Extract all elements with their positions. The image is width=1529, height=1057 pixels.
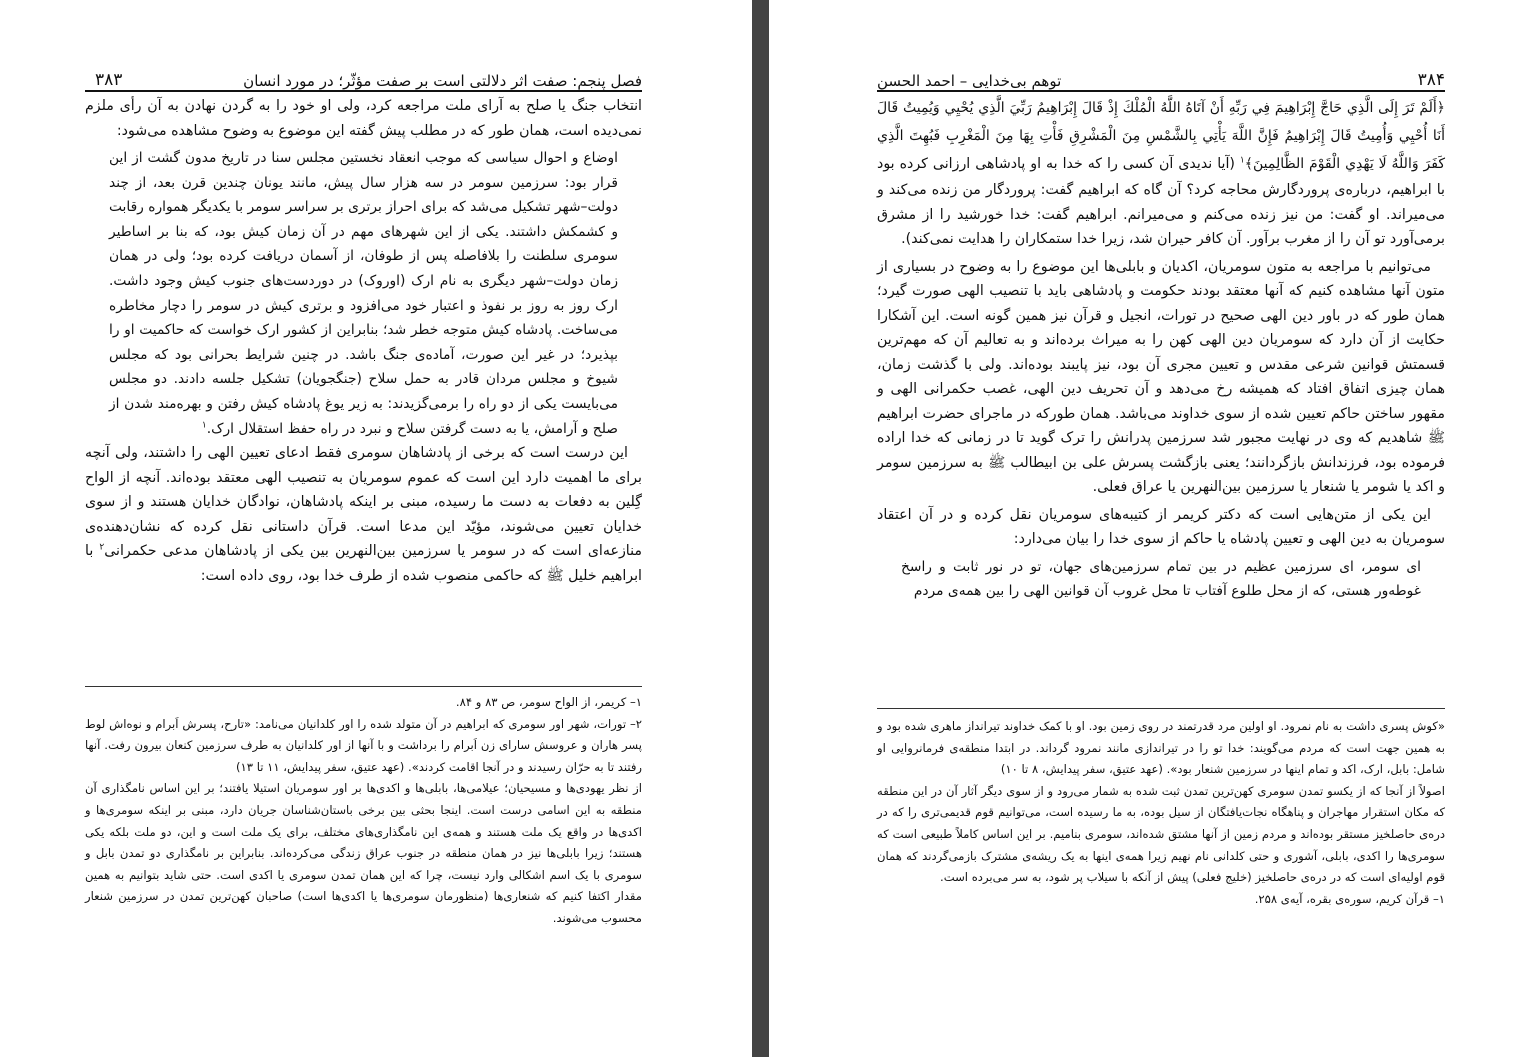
header-rule xyxy=(877,90,1445,92)
page-number: ۳۸۴ xyxy=(1417,70,1445,90)
footnote: اصولاً از آنجا که از یکسو تمدن سومری کهن‌ترین تمدن ثبت شده به شمار می‌رود و از سوی دیگر آثار آن در این منطقه که مکان استقرار مهاجران و پناهگاه نجات‌یافتگان از سیل بوده، به ما رسیده است، می‌توانیم قوم قدیمی‌تری را که در دره‌ی حاصلخیز مستقر بوده‌اند و مردم زمین از آنها مشتق شده‌اند، سومری بنامیم. بر این اساس کاملاً طبیعی است که سومری‌ها را اکدی، بابلی، آشوری و حتی کلدانی نام نهیم زیرا همه‌ی اینها به یک ریشه‌ی مشترک بازمی‌گردند که همان قوم اولیه‌ای است که در دره‌ی حاصلخیز (خلیج فعلی) پیش از آنکه با سیلاب پر شود، به سر می‌برده است. xyxy=(877,783,1445,885)
paragraph xyxy=(85,441,642,588)
footnote: ۲– تورات، شهر اور سومری که ابراهیم در آن متولد شده را اور کلدانیان می‌نامد: «تارح، پسرش اَبرام و نوه‌اش لوط پسر هاران و عروسش سارای زن اَبرام را برداشت و با آنها از اور کلدانیان به طرف سرزمین کنعان بیرون رفت. آنها رفتند تا به حرّان رسیدند و در آنجا اقامت کردند». (عهد عتیق، سفر پیدایش، ۱۱ تا ۱۳) xyxy=(85,716,642,774)
header-rule xyxy=(85,90,642,92)
block-quote xyxy=(109,146,618,441)
footnote: از نظر یهودی‌ها و مسیحیان؛ عیلامی‌ها، بابلی‌ها و اکدی‌ها بر اور سومریان استیلا یافتند؛ بر این اساس نامگذاری آن منطقه به این اسامی درست است. اینجا بحثی بین برخی باستان‌شناسان جریان دارد، مبنی بر اینکه سومری‌ها و اکدی‌ها در واقع یک ملت هستند و همه‌ی این نامگذاری‌های مختلف، برای یک ملت است و این، دو ملت بلکه یکی هستند؛ زیرا بابلی‌ها نیز در همان منطقه در جنوب عراق زندگی می‌کرده‌اند. بنابراین بر نامگذاری دو تمدن بابل و سومری با یک اسم اشکالی وارد نیست، چرا که این همان تمدن سومری یا اکدی است. حتی شاید بتوانیم به همین مقدار اکتفا کنیم که شنعاری‌ها (منظورمان سومری‌ها یا اکدی‌ها است) صاحبان کهن‌ترین تمدن در سرزمین شنعار محسوب می‌شوند. xyxy=(85,781,642,925)
header-title: فصل پنجم: صفت اثر دلالتی است بر صفت مؤثّر؛ در مورد انسان xyxy=(243,72,642,90)
paragraph: انتخاب جنگ یا صلح به آرای ملت مراجعه کرد، ولی او خود را به گردن نهادن به آن رأی ملزم نمی‌دیده است، همان طور که در مطلب پیش گفته این موضوع به وضوح مشاهده می‌شود: xyxy=(85,98,642,139)
verse-translation: (آیا ندیدی آن کسی را که خدا به او پادشاهی ارزانی کرده بود با ابراهیم، درباره‌ی پروردگارش محاجه کرد؟ آن گاه که ابراهیم گفت: پروردگار من زنده می‌کند و می‌میراند. او گفت: من نیز زنده می‌کنم و می‌میرانم. ابراهیم گفت: خدا خورشید را از مشرق برمی‌آورد تو آن را از مغرب برآور. آن کافر حیران شد، زیرا خدا ستمکاران را هدایت نمی‌کند). xyxy=(877,156,1445,247)
quote-text: اوضاع و احوال سیاسی که موجب انعقاد نخستین مجلس سنا در تاریخ مدون گشت از این قرار بود: سرزمین سومر در سه هزار سال پیش، مانند یونان چندین قرن بعد، از چند دولت–شهر تشکیل می‌شد که برای احراز برتری بر سراسر سومر با یکدیگر همواره رقابت و کشمکش داشتند. یکی از این شهرهای مهم در آن زمان کیش بود، که بنا بر اساطیر سومری سلطنت را بلافاصله پس از طوفان، از آسمان دریافت کرده بود؛ ولی در همان زمان دولت–شهر دیگری به نام ارک (اوروک) در دوردست‌های جنوب کیش وجود داشت. ارک روز به روز بر نفوذ و اعتبار خود می‌افزود و برتری کیش در سومر را دچار مخاطره می‌ساخت. پادشاه کیش متوجه خطر شد؛ بنابراین از کشور ارک خواست که حاکمیت او را بپذیرد؛ در غیر این صورت، آماده‌ی جنگ باشد. در چنین شرایط بحرانی بود که مجلس شیوخ و مجلس مردان قادر به حمل سلاح (جنگجویان) تشکیل جلسه دادند. دو مجلس می‌بایست یکی از دو راه را برمی‌گزیدند: به زیر یوغ پادشاه کیش رفتن و بهره‌مند شدن از صلح و آرامش، یا به دست گرفتن سلاح و نبرد در راه حفظ استقلال ارک. xyxy=(109,150,618,437)
footnotes xyxy=(85,692,642,930)
footnote-rule xyxy=(85,686,642,687)
paragraph: این یکی از متن‌هایی است که دکتر کریمر از کتیبه‌های سومریان نقل کرده و در آن اعتقاد سومریان به دین الهی و تعیین پادشاه یا حاکم از سوی خدا را بیان می‌دارد: xyxy=(877,506,1445,547)
paragraph-text: این درست است که برخی از پادشاهان سومری فقط ادعای تعیین الهی را داشتند، ولی آنچه برای ما اهمیت دارد این است که عموم سومریان به تنصیب الهی معتقد بوده‌اند. آنچه از الواح گِلین به دفعات به دست ما رسیده، مبنی بر اینکه پادشاهان، نوادگان خدایان هستند و از سوی خدایان تعیین می‌شوند، مؤیّد این مدعا است. قرآن داستانی نقل کرده که نشان‌دهنده‌ی منازعه‌ای است که در سومر یا سرزمین بین‌النهرین بین یکی از پادشاهان مدعی حکمرانی xyxy=(85,445,642,560)
left-page xyxy=(0,0,752,1057)
footnote-ref: ۲ xyxy=(99,542,105,553)
footnote: ۱– قرآن کریم، سوره‌ی بقره، آیه‌ی ۲۵۸. xyxy=(1254,891,1445,906)
book-spine-gutter xyxy=(752,0,769,1057)
footnote-rule xyxy=(877,708,1445,709)
running-header xyxy=(95,60,642,90)
quran-verse: ﴿أَلَمْ تَرَ إِلَى الَّذِي حَاجَّ إِبْرَاهِيمَ فِي رَبِّهِ أَنْ آتَاهُ اللَّهُ الْمُلْكَ إِذْ قَالَ إِبْرَاهِيمُ رَبِّيَ الَّذِي يُحْيِي وَيُمِيتُ قَالَ أَنَا أُحْيِي وَأُمِيتُ قَالَ إِبْرَاهِيمُ فَإِنَّ اللَّهَ يَأْتِي بِالشَّمْسِ مِنَ الْمَشْرِقِ فَأْتِ بِهَا مِنَ الْمَغْرِبِ فَبُهِتَ الَّذِي كَفَرَ وَاللَّهُ لَا يَهْدِي الْقَوْمَ الظَّالِمِينَ﴾ xyxy=(877,100,1445,172)
paragraph xyxy=(877,94,1445,252)
header-title: توهم بی‌خدایی – احمد الحسن xyxy=(877,72,1062,90)
footnote: «کوش پسری داشت به نام نمرود. او اولین مرد قدرتمند در روی زمین بود. او با کمک خداوند تیرانداز ماهری شده بود و به همین جهت است که مردم می‌گویند: خدا تو را در تیراندازی مانند نمرود گرداند. در ابتدا منطقه‌ی فرمانروایی او شامل: بابل، ارک، اکد و تمام اینها در سرزمین شنعار بود». (عهد عتیق، سفر پیدایش، ۸ تا ۱۰) xyxy=(877,719,1445,777)
right-page xyxy=(769,0,1529,1057)
paragraph: می‌توانیم با مراجعه به متون سومریان، اکدیان و بابلی‌ها این موضوع را به وضوح در بسیاری از متون آنها مشاهده کنیم که آنها معتقد بودند حکومت و پادشاهی باید با تنصیب الهی صورت گیرد؛ همان طور که در باور دین الهی صحیح در تورات، انجیل و قرآن نیز همین گونه است. این آشکارا حکایت از آن دارد که سومریان دین الهی کهن را به میراث برده‌اند و به تعالیم آن که مهم‌ترین قسمتش قوانین شرعی مقدس و تعیین مجری آن بود، نیز پایبند بوده‌اند. ولی با گذشت زمان، همان چیزی اتفاق افتاد که همیشه رخ می‌دهد و آن تحریف دین الهی، غصب حکمرانی الهی و مقهور ساختن حاکم تعیین شده از سوی خداوند می‌باشد. همان طورکه در ماجرای حضرت ابراهیم ﷺ شاهدیم که وی در نهایت مجبور شد سرزمین پدرانش را ترک گوید تا در زمانی که خدا اراده فرموده بود، فرزندانش بازگردانند؛ یعنی بازگشت پسرش علی بن ابیطالب ﷺ به سرزمین سومر و اکد یا شومر یا شنعار یا سرزمین بین‌النهرین یا عراق فعلی. xyxy=(877,258,1445,495)
running-header xyxy=(877,60,1445,90)
body-text xyxy=(85,94,642,591)
paragraph-text: با ابراهیم خلیل ﷺ که حاکمی منصوب شده از طرف خدا بود، روی داده است: xyxy=(85,543,642,584)
footnote: ۱– کریمر، از الواح سومر، ص ۸۳ و ۸۴. xyxy=(455,695,642,709)
page-number: ۳۸۳ xyxy=(95,70,123,90)
block-quote: ای سومر، ای سرزمین عظیم در بین تمام سرزمین‌های جهان، تو در نور ثابت و راسخ غوطه‌ور هستی، که از محل طلوع آفتاب تا محل غروب آن قوانین الهی را بین همه‌ی مردم xyxy=(901,558,1421,600)
footnote-ref: ۱ xyxy=(201,419,207,430)
body-text xyxy=(877,94,1445,604)
footnotes xyxy=(877,716,1445,910)
footnote-ref: ۱ xyxy=(1239,155,1245,166)
